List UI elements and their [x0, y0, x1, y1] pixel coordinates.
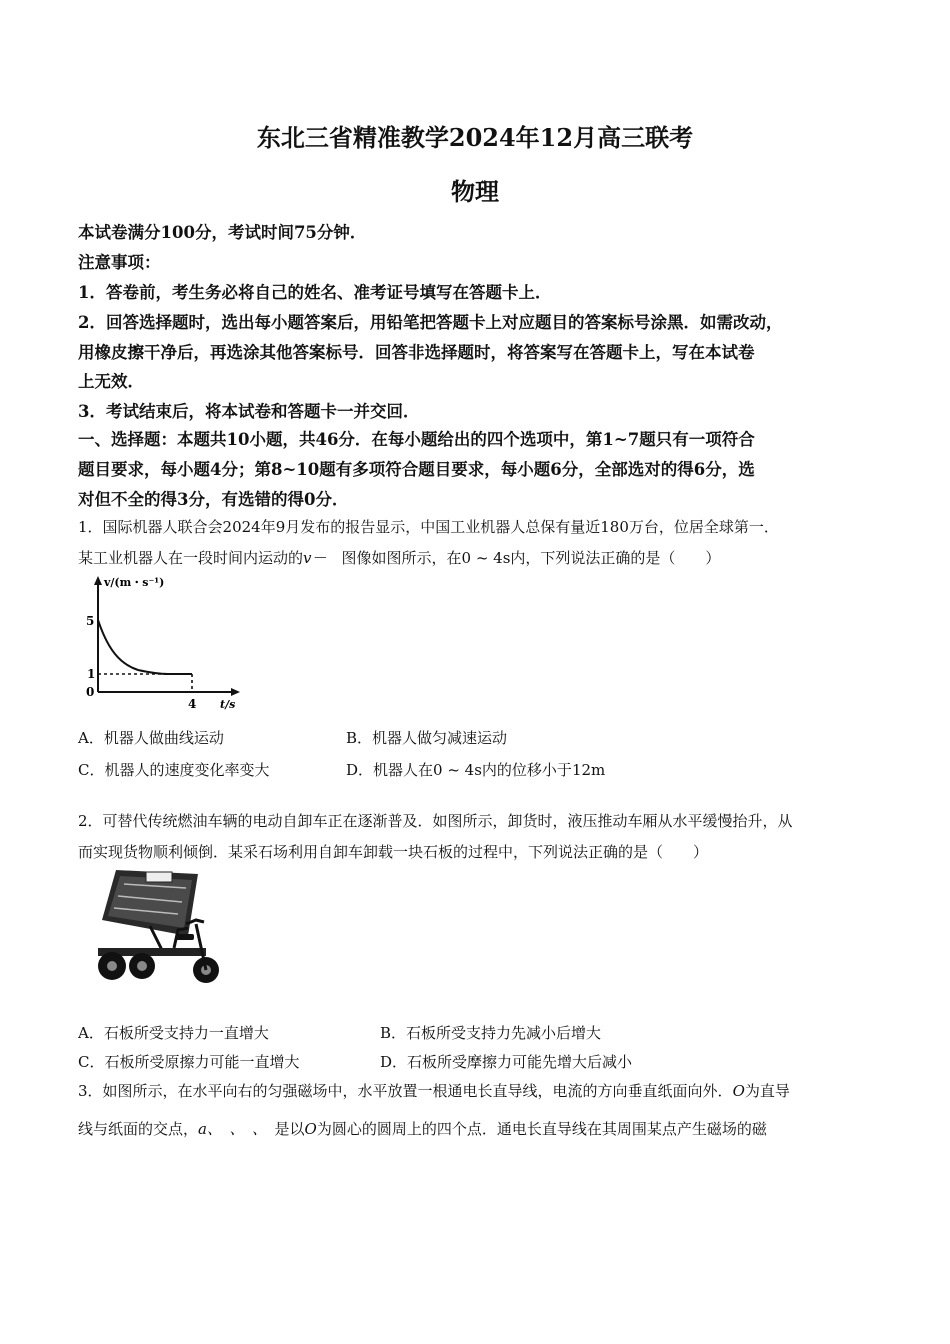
q3-text-d: 是以	[274, 1120, 305, 1138]
graph-y-arrow	[94, 576, 102, 585]
q3-text-c: 线与纸面的交点，	[78, 1120, 199, 1138]
truck-plate	[146, 872, 172, 882]
q1-line-1: 1．国际机器人联合会2024年9月发布的报告显示，中国工业机器人总保有量近180万台，位居全球第一．	[78, 518, 779, 536]
q1-option-c: C．机器人的速度变化率变大	[78, 761, 270, 779]
q3-text-b: 为直导	[744, 1082, 790, 1100]
graph-origin: 0	[86, 685, 95, 699]
q1-text-c: 内，下列说法正确的是（ ）	[510, 549, 721, 567]
graph-y-label: v/(m・s⁻¹)	[104, 576, 165, 589]
rear-wheel-hub	[107, 961, 117, 971]
note-3: 3．考试结束后，将本试卷和答题卡一并交回．	[78, 402, 420, 421]
q3-line-2	[78, 1118, 767, 1139]
q3-line-1	[78, 1080, 790, 1101]
notes-heading: 注意事项：	[78, 253, 161, 272]
graph-curve	[98, 620, 192, 674]
note-2-line-2: 用橡皮擦干净后，再选涂其他答案标号．回答非选择题时，将答案写在答题卡上，写在本试卷	[78, 343, 755, 362]
q1-option-d-text-a: D．机器人在	[346, 761, 434, 779]
q3-O-symbol: O	[732, 1082, 745, 1100]
q1-text-a: 某工业机器人在一段时间内运动的	[78, 549, 304, 567]
subject-title: 物理	[451, 177, 499, 206]
q2-line-2: 而实现货物顺利倾倒．某采石场利用自卸车卸载一块石板的过程中，下列说法正确的是（ ）	[78, 843, 709, 861]
q1-text-b: 图像如图所示，在	[341, 549, 462, 567]
graph-x-label: t/s	[220, 698, 236, 711]
note-1: 1．答卷前，考生务必将自己的姓名、准考证号填写在答题卡上．	[78, 283, 552, 302]
q3-points: a、 、 、	[198, 1120, 260, 1138]
q1-line-2	[78, 547, 720, 568]
q2-option-b: B．石板所受支持力先减小后增大	[380, 1024, 602, 1042]
q2-option-c: C．石板所受原擦力可能一直增大	[78, 1053, 300, 1071]
section-1-line-3: 对但不全的得3分，有选错的得0分．	[78, 490, 349, 509]
q1-option-d-range: 0 ~ 4s	[433, 761, 482, 779]
graph-tick-4: 4	[188, 697, 197, 711]
q1-time-range: 0 ~ 4s	[461, 549, 511, 567]
q2-option-a: A．石板所受支持力一直增大	[78, 1024, 269, 1042]
q3-text-e: 为圆心的圆周上的四个点．通电长直导线在其周围某点产生磁场的磁	[316, 1120, 767, 1138]
q1-option-d-value: 12m	[571, 761, 606, 779]
q3-text-a: 3．如图所示，在水平向右的匀强磁场中，水平放置一根通电长直导线，电流的方向垂直纸面向外．	[78, 1082, 733, 1100]
q2-option-d: D．石板所受摩擦力可能先增大后减小	[380, 1053, 633, 1071]
graph-tick-5: 5	[86, 614, 95, 628]
q1-v-symbol: v－	[303, 549, 327, 567]
graph-tick-1: 1	[87, 667, 96, 681]
section-1-line-1: 一、选择题：本题共10小题，共46分．在每小题给出的四个选项中，第1~7题只有一项符合	[78, 430, 755, 449]
q2-dump-truck-image	[78, 866, 226, 988]
truck-seat	[176, 934, 194, 940]
note-2-line-1: 2．回答选择题时，选出每小题答案后，用铅笔把答题卡上对应题目的答案标号涂黑．如需改动，	[78, 313, 783, 332]
q3-O-symbol-2: O	[304, 1120, 317, 1138]
q1-option-d	[346, 759, 605, 780]
score-time: 本试卷满分100分，考试时间75分钟．	[78, 223, 367, 242]
note-2-line-3: 上无效．	[78, 372, 144, 391]
q1-vt-graph	[80, 574, 245, 714]
q1-option-b: B．机器人做匀减速运动	[346, 729, 508, 747]
graph-x-arrow	[231, 688, 240, 696]
exam-title: 东北三省精准教学2024年12月高三联考	[256, 123, 694, 152]
q1-option-a: A．机器人做曲线运动	[78, 729, 224, 747]
q1-option-d-text-b: 内的位移小于	[481, 761, 572, 779]
q2-line-1: 2．可替代传统燃油车辆的电动自卸车正在逐渐普及．如图所示，卸货时，液压推动车厢从水平缓慢抬升，从	[78, 812, 793, 830]
rear-wheel-right-hub	[137, 961, 147, 971]
section-1-line-2: 题目要求，每小题4分；第8~10题有多项符合题目要求，每小题6分，全部选对的得6分，选	[78, 460, 755, 479]
